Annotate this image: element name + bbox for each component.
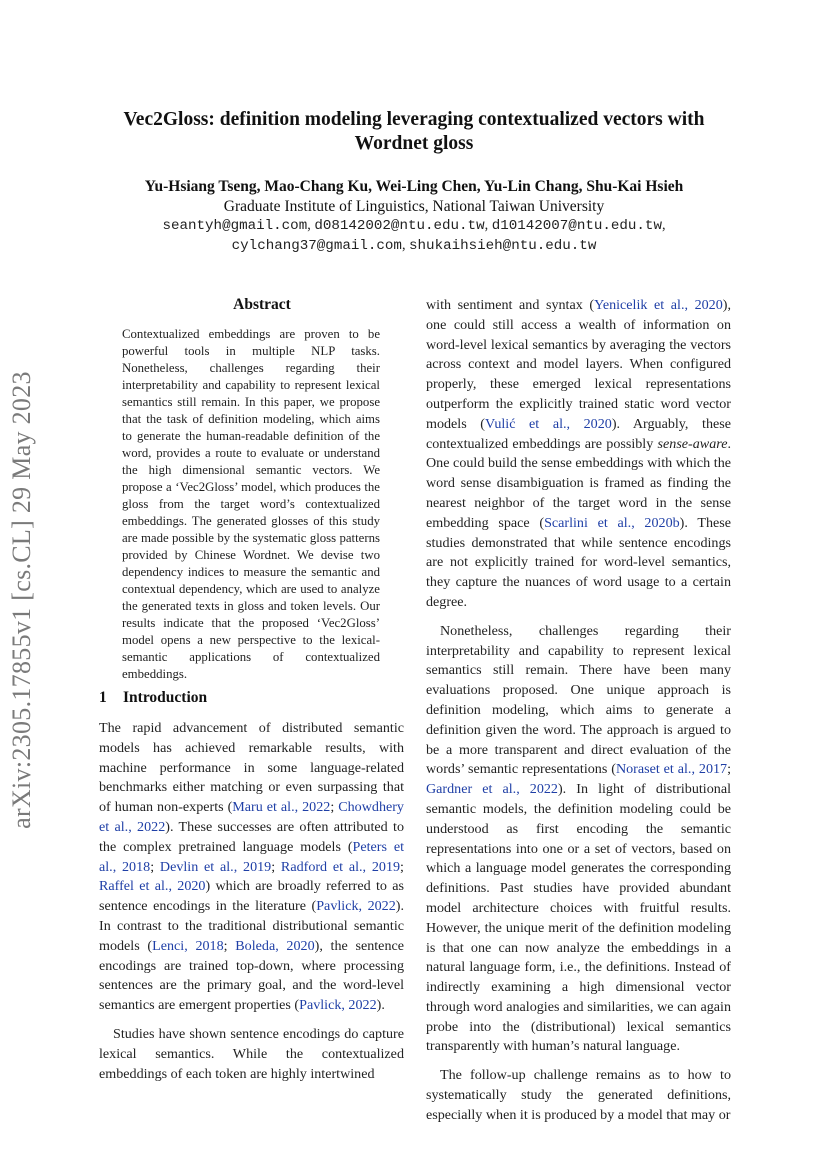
paper-title-line-2: Wordnet gloss (354, 133, 474, 154)
citation-link[interactable]: Raffel et al., 2020 (99, 878, 206, 895)
intro-paragraph-2: Studies have shown sentence encodings do capture lexical semantics. While the contextualized embeddings of each token are highly intertwined (99, 1025, 404, 1082)
abstract-heading: Abstract (233, 296, 291, 313)
section-number: 1 (99, 689, 107, 706)
citation-link[interactable]: Gardner et al., 2022 (426, 781, 558, 798)
citation-link[interactable]: Peters et al., 2018 (99, 838, 405, 875)
section-heading-introduction (99, 689, 207, 707)
intro-paragraph-1: The rapid advancement of distributed semantic models has achieved remarkable results, with machine performance in some language-related benchmarks either matching or even surpassing that of human non-experts (Maru et al., 2022; Chowdhery et al., 2022). These successes are often attributed to the complex pretrained language models (Peters et al., 2018; Devlin et al., 2019; Radford et al., 2019; Raffel et al., 2020) which are broadly referred to as sentence encodings in the literature (Pavlick, 2022). In contrast to the traditional distributional semantic models (Lenci, 2018; Boleda, 2020), the sentence encodings are trained top-down, where processing sentences are the primary goal, and the word-level semantics are emergent properties (Pavlick, 2022). (99, 720, 405, 1014)
email-2[interactable]: d08142002@ntu.edu.tw (314, 218, 485, 234)
email-line-2: cylchang37@gmail.com, shukaihsieh@ntu.edu.tw (231, 237, 597, 254)
citation-link[interactable]: Lenci, 2018 (152, 937, 224, 954)
intro-paragraph-4: The follow-up challenge remains as to how to systematically study the generated definitions, especially when it is produced by a model that may or (426, 1067, 731, 1123)
intro-paragraph-2-continued: with sentiment and syntax (Yenicelik et al., 2020), one could still access a wealth of information on word-level lexical semantics by averaging the vectors across context and model layers. When configured properly, these emerged lexical representations outperform the explicitly trained static word vector models (Vulić et al., 2020). Arguably, these contextualized embeddings are possibly sense-aware. One could build the sense embeddings with which the word sense disambiguation is framed as finding the nearest neighbor of the target word in the sense embedding space (Scarlini et al., 2020b). These studies demonstrated that while sentence encodings are not explicitly trained for word-level semantics, they capture the nuances of word usage to a certain degree. (426, 297, 732, 610)
citation-link[interactable]: Vulić et al., 2020 (485, 415, 612, 432)
paper-title (100, 108, 728, 156)
email-line-1: seantyh@gmail.com, d08142002@ntu.edu.tw, d10142007@ntu.edu.tw, (162, 217, 666, 234)
email-1[interactable]: seantyh@gmail.com (162, 218, 308, 234)
citation-link[interactable]: Scarlini et al., 2020b (544, 514, 680, 531)
citation-link[interactable]: Pavlick, 2022 (299, 997, 377, 1014)
paper-title-line-1: Vec2Gloss: definition modeling leveraging contextualized vectors with (123, 109, 705, 130)
citation-link[interactable]: Yenicelik et al., 2020 (594, 297, 723, 313)
right-column-body (426, 296, 731, 1126)
intro-paragraph-3: Nonetheless, challenges regarding their interpretability and capability to represent lexical semantics still remain. There have been many evaluations proposed. One unique approach is definition modeling, which aims to generate a definition given the word. The approach is argued to be a more transparent and direct evaluation of the words’ semantic representations (Noraset et al., 2017; Gardner et al., 2022). In light of distributional semantic models, the definition modeling could be understood as first encoding the semantic representations into one or a set of vectors, based on which a language model generates the corresponding definitions. Past studies have provided abundant model architecture choices with fruitful results. However, the unique merit of the definition modeling is that one can now analyze the embeddings in a natural language form, i.e., the definitions. Instead of indirectly examining a high dimensional vector through word analogies and similarities, we can again probe into the (distributional) lexical semantics transparently with human’s natural language. (426, 622, 732, 1055)
email-5[interactable]: shukaihsieh@ntu.edu.tw (409, 238, 597, 254)
emphasis-sense-aware: sense-aware (657, 435, 728, 452)
citation-link[interactable]: Noraset et al., 2017 (615, 761, 728, 778)
arxiv-identifier-text: arXiv:2305.17855v1 [cs.CL] 29 May 2023 (7, 371, 36, 829)
citation-link[interactable]: Maru et al., 2022 (232, 799, 331, 816)
affiliation: Graduate Institute of Linguistics, National Taiwan University (223, 198, 605, 215)
citation-link[interactable]: Devlin et al., 2019 (159, 858, 272, 875)
author-emails (60, 216, 768, 256)
left-column-body (99, 719, 404, 1084)
author-list: Yu-Hsiang Tseng, Mao-Chang Ku, Wei-Ling Chen, Yu-Lin Chang, Shu-Kai Hsieh (144, 178, 684, 195)
email-3[interactable]: d10142007@ntu.edu.tw (491, 218, 662, 234)
section-title: Introduction (123, 689, 208, 706)
email-4[interactable]: cylchang37@gmail.com (231, 238, 402, 254)
citation-link[interactable]: Chowdhery et al., 2022 (99, 799, 404, 835)
abstract-text: Contextualized embeddings are proven to be powerful tools in multiple NLP tasks. Nonetheless, challenges regarding their interpretability and capability to represent lexical semantics still remain. In this paper, we propose that the task of definition modeling, which aims to generate the human-readable definition of the word, provides a route to evaluate or understand the high dimensional semantic vectors. We propose a ‘Vec2Gloss’ model, which produces the gloss from the target word’s contextualized embeddings. The generated glosses of this study are made possible by the systematic gloss patterns provided by Chinese Wordnet. We devise two dependency indices to measure the semantic and contextual dependency, which are used to analyze the generated texts in gloss and token levels. Our results indicate that the proposed ‘Vec2Gloss’ model opens a new perspective to the lexical-semantic applications of contextualized embeddings. (122, 327, 380, 681)
citation-link[interactable]: Boleda, 2020 (235, 937, 315, 954)
citation-link[interactable]: Pavlick, 2022 (316, 898, 396, 915)
citation-link[interactable]: Radford et al., 2019 (280, 858, 401, 875)
